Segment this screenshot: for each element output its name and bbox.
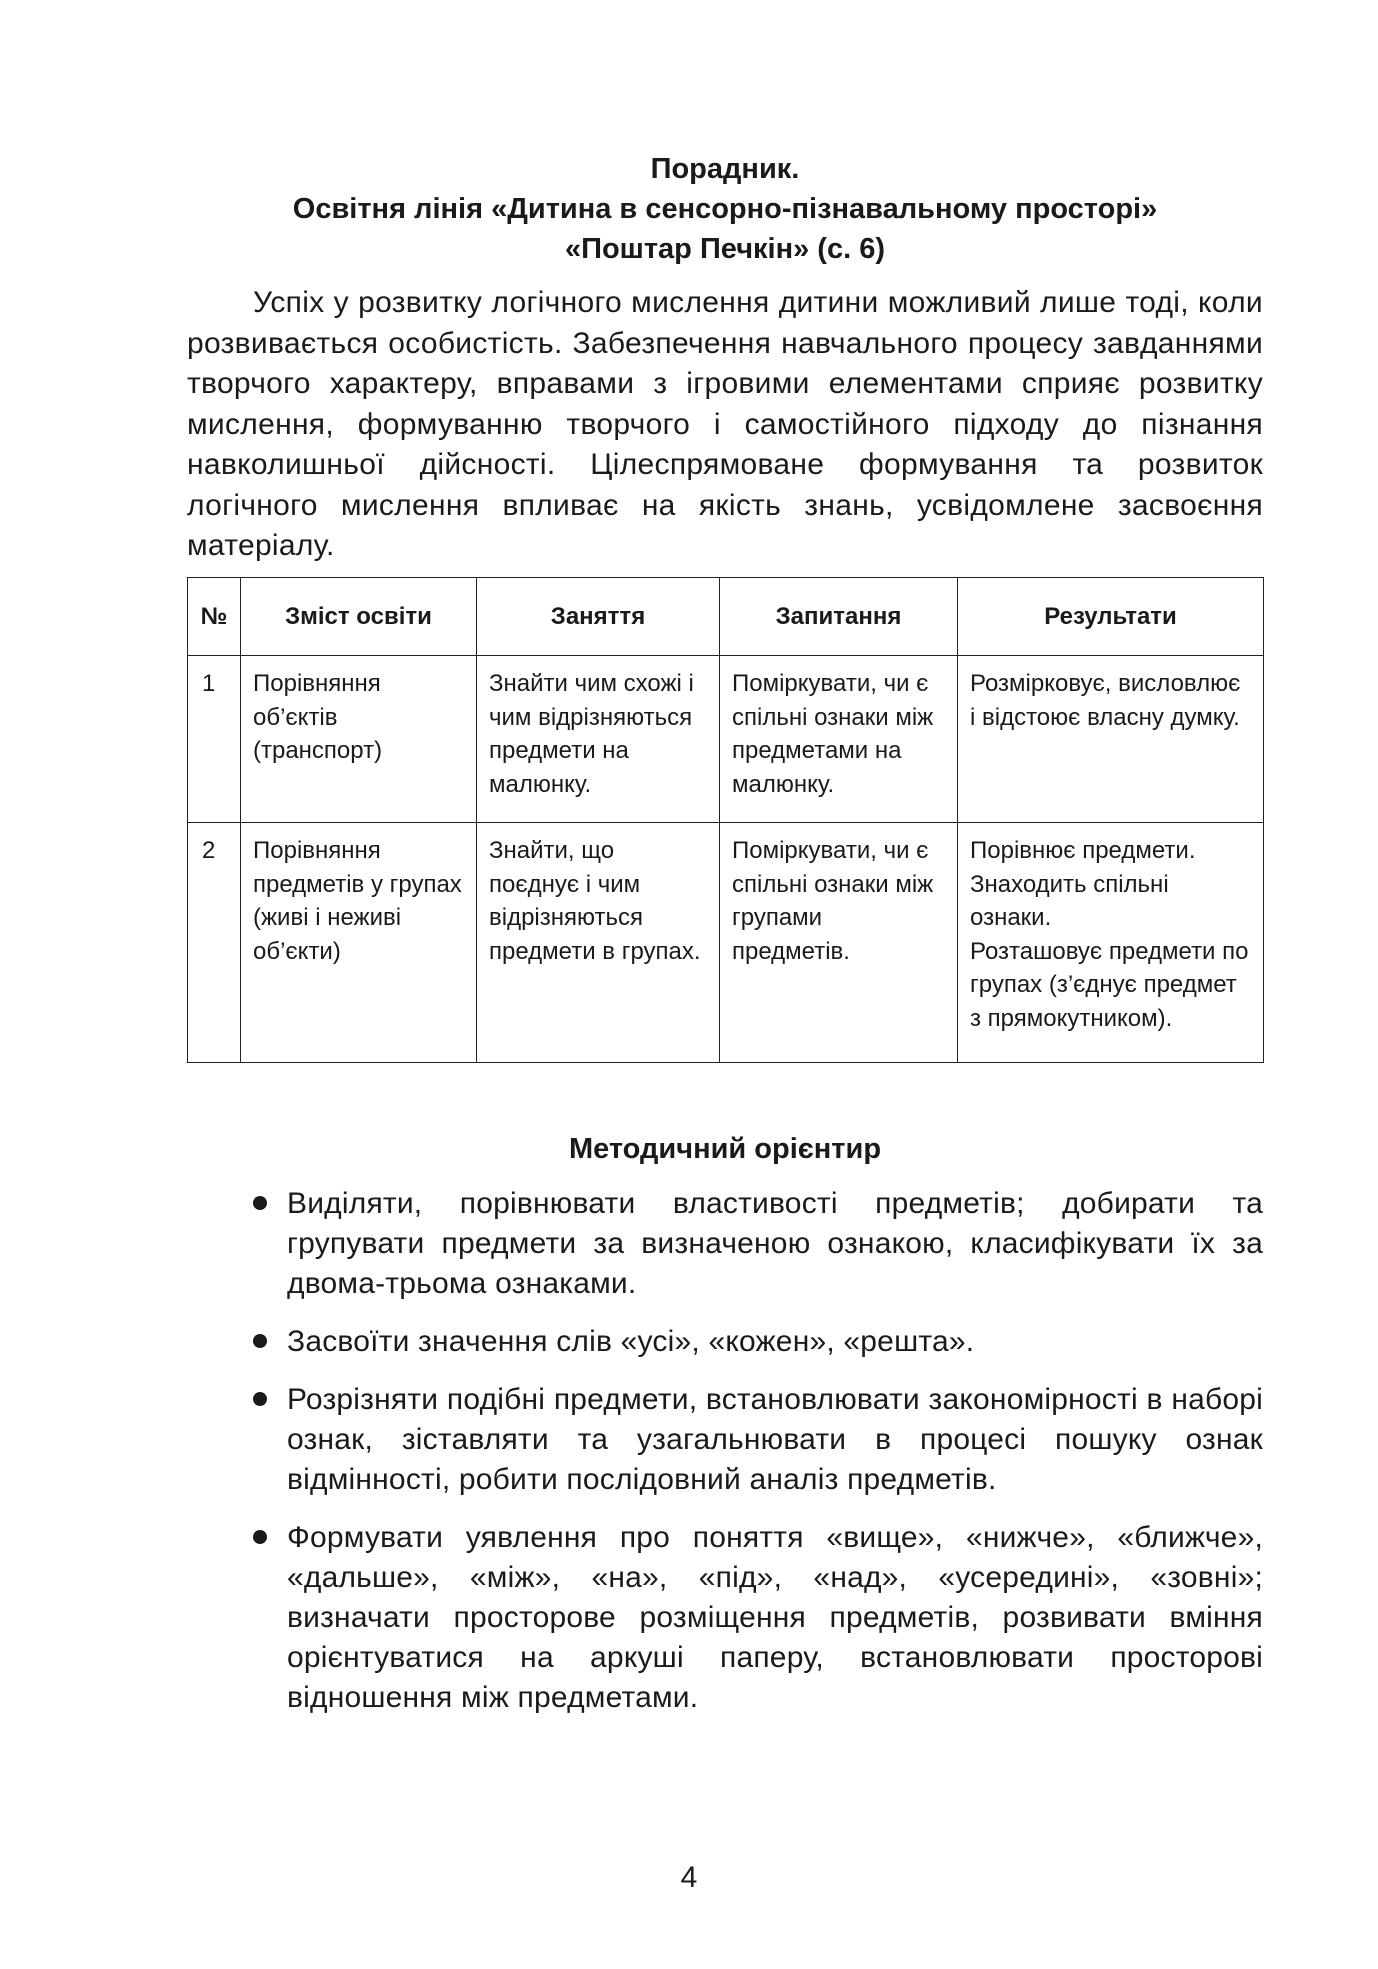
intro-paragraph: Успіх у розвитку логічного мислення дитини можливий лише тоді, коли розвивається особистість. Забезпечення навчального процесу завданнями творчого характеру, вправами з ігровими елементами сприяє розвитку мислення, формуванню творчого і самостійного підходу до пізнання навколишньої дійсності. Цілеспрямоване формування та розвиток логічного мислення впливає на якість знань, усвідомлене засвоєння матеріалу. bbox=[187, 286, 1263, 562]
page-heading bbox=[187, 149, 1263, 269]
row-question: Поміркувати, чи є спільні ознаки між групами предметів. bbox=[720, 823, 958, 1063]
list-item-text: Засвоїти значення слів «усі», «кожен», «решта». bbox=[287, 1325, 975, 1358]
bullet-icon bbox=[253, 1334, 267, 1348]
list-item bbox=[187, 1380, 1263, 1500]
row-content: Порівняння об’єктів (транспорт) bbox=[241, 656, 477, 823]
row-number: 2 bbox=[188, 823, 241, 1063]
row-lesson: Знайти, що поєднує і чим відрізняються предмети в групах. bbox=[477, 823, 720, 1063]
table-row bbox=[188, 656, 1264, 823]
list-item bbox=[187, 1184, 1263, 1304]
bullet-icon bbox=[253, 1530, 267, 1544]
content-table bbox=[187, 577, 1264, 1063]
header-lesson: Заняття bbox=[477, 578, 720, 656]
row-result: Порівнює предмети. Знаходить спільні ознаки. Розташовує предмети по групах (з’єднує предмет з прямокутником). bbox=[958, 823, 1264, 1063]
row-content: Порівняння предметів у групах (живі і неживі об’єкти) bbox=[241, 823, 477, 1063]
row-lesson: Знайти чим схожі і чим відрізняються предмети на малюнку. bbox=[477, 656, 720, 823]
bullet-icon bbox=[253, 1392, 267, 1406]
bullet-icon bbox=[253, 1196, 267, 1210]
row-result: Розмірковує, висловлює і відстоює власну думку. bbox=[958, 656, 1264, 823]
list-item bbox=[187, 1322, 1263, 1362]
heading-line-1: Порадник. bbox=[650, 153, 800, 185]
row-number: 1 bbox=[188, 656, 241, 823]
table-row bbox=[188, 823, 1264, 1063]
header-content: Зміст освіти bbox=[241, 578, 477, 656]
page-number: 4 bbox=[680, 1861, 698, 1894]
list-item-text: Розрізняти подібні предмети, встановлювати закономірності в наборі ознак, зіставляти та узагальнювати в процесі пошуку ознак відмінності, робити послідовний аналіз предметів. bbox=[287, 1383, 1263, 1496]
row-question: Поміркувати, чи є спільні ознаки між предметами на малюнку. bbox=[720, 656, 958, 823]
list-item-text: Виділяти, порівнювати властивості предметів; добирати та групувати предмети за визначеною ознакою, класифікувати їх за двома-трьома ознаками. bbox=[287, 1187, 1263, 1300]
bullet-list bbox=[187, 1184, 1263, 1736]
list-item-text: Формувати уявлення про поняття «вище», «нижче», «ближче», «дальше», «між», «на», «під», «над», «усередині», «зовні»; визначати просторове розміщення предметів, розвивати вміння орієнтуватися на аркуші паперу, встановлювати просторові відношення між предметами. bbox=[287, 1521, 1263, 1714]
header-result: Результати bbox=[958, 578, 1264, 656]
table-header-row bbox=[188, 578, 1264, 656]
header-question: Запитання bbox=[720, 578, 958, 656]
header-number: № bbox=[188, 578, 241, 656]
list-item bbox=[187, 1518, 1263, 1718]
heading-line-2: Освітня лінія «Дитина в сенсорно-пізнавальному просторі» bbox=[292, 193, 1158, 225]
section-title: Методичний орієнтир bbox=[568, 1133, 882, 1165]
heading-line-3: «Поштар Печкін» (с. 6) bbox=[564, 233, 885, 265]
